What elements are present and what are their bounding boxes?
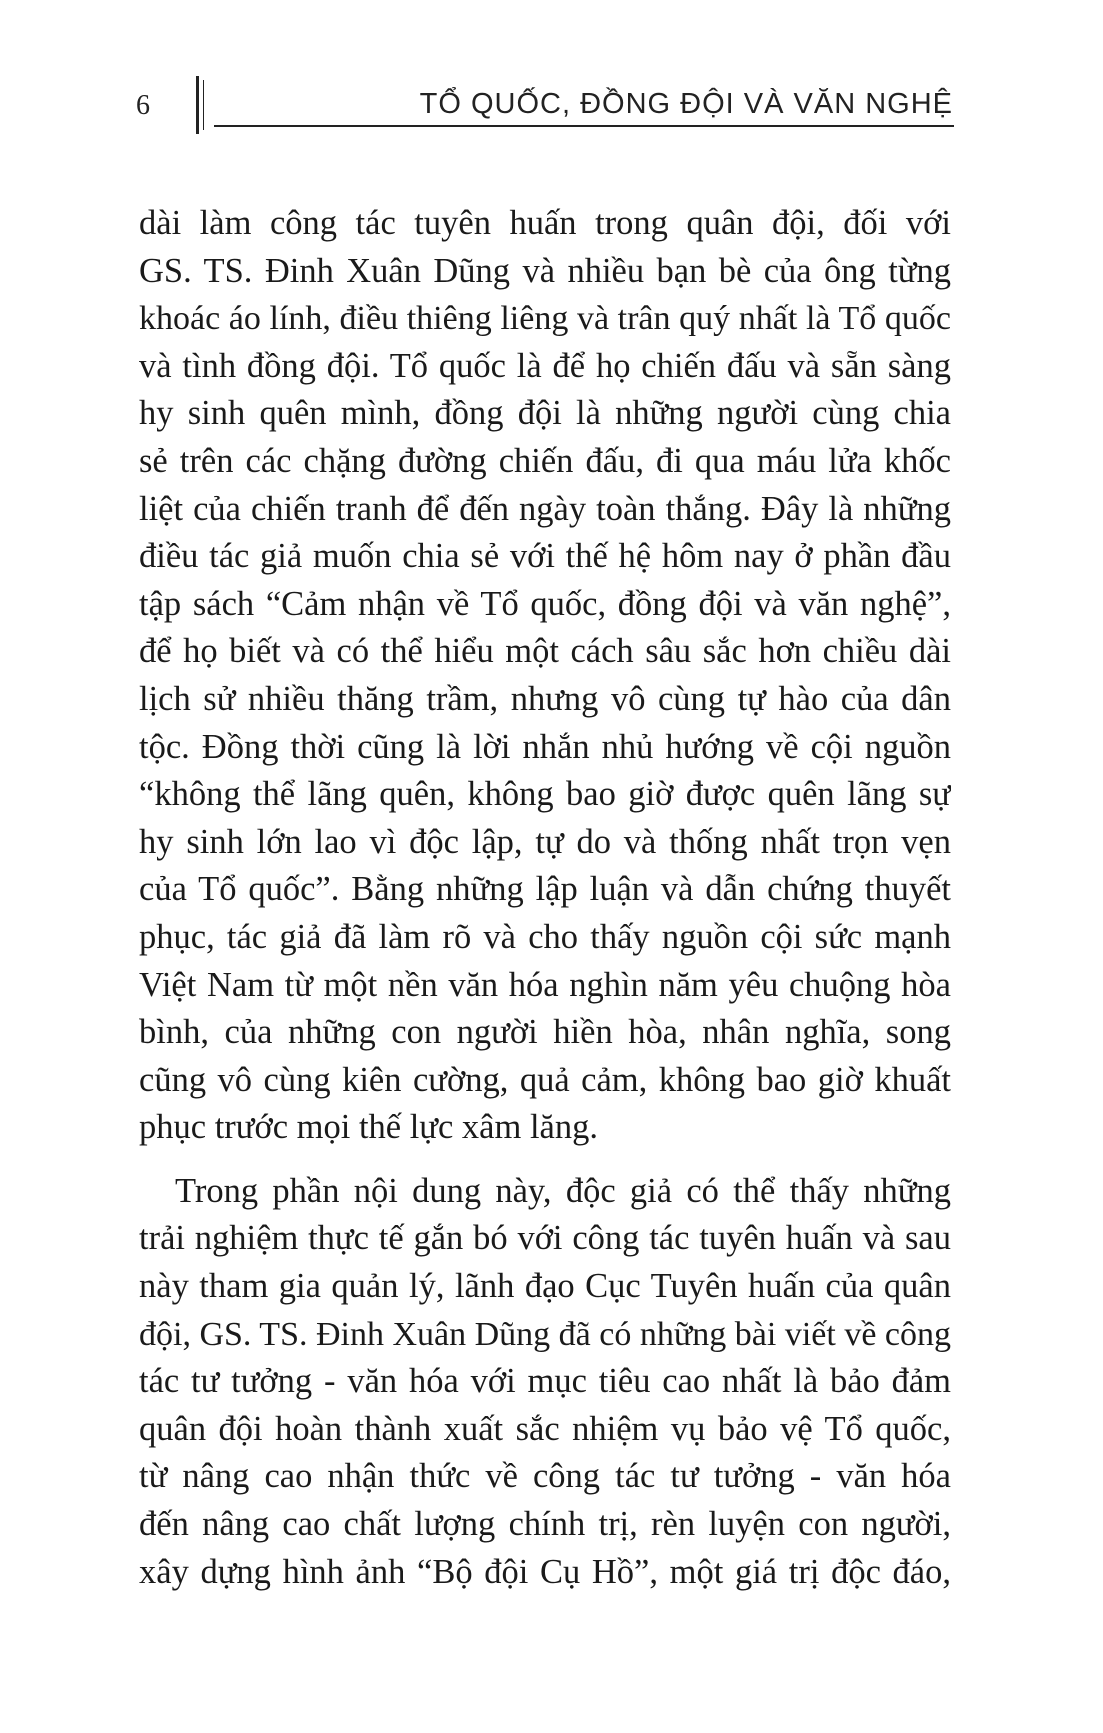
text-line: tập sách “Cảm nhận về Tổ quốc, đồng đội và văn nghệ”, (139, 584, 951, 623)
paragraph-1 (139, 200, 951, 1152)
text-line: sẻ trên các chặng đường chiến đấu, đi qua máu lửa khốc (139, 441, 951, 480)
header-divider-thick (196, 76, 199, 134)
text-line: lịch sử nhiều thăng trầm, nhưng vô cùng tự hào của dân (139, 679, 951, 718)
text-line: hy sinh lớn lao vì độc lập, tự do và thống nhất trọn vẹn (139, 822, 951, 861)
text-line: tộc. Đồng thời cũng là lời nhắn nhủ hướng về cội nguồn (139, 727, 951, 766)
text-line: trải nghiệm thực tế gắn bó với công tác tuyên huấn và sau (139, 1219, 951, 1258)
text-line: đến nâng cao chất lượng chính trị, rèn luyện con người, (139, 1505, 951, 1544)
text-line: và tình đồng đội. Tổ quốc là để họ chiến đấu và sẵn sàng (139, 346, 951, 385)
text-line: để họ biết và có thể hiểu một cách sâu sắc hơn chiều dài (139, 632, 951, 671)
running-title: TỔ QUỐC, ĐỒNG ĐỘI VÀ VĂN NGHỆ (419, 88, 953, 120)
text-line: khoác áo lính, điều thiêng liêng và trân quý nhất là Tổ quốc (139, 300, 951, 338)
text-line: phục, tác giả đã làm rõ và cho thấy nguồn cội sức mạnh (139, 917, 951, 956)
header-divider-thin (203, 80, 204, 130)
text-line: Trong phần nội dung này, độc giả có thể thấy những (175, 1171, 951, 1210)
text-line: cũng vô cùng kiên cường, quả cảm, không bao giờ khuất (139, 1060, 951, 1099)
text-line: tác tư tưởng - văn hóa với mục tiêu cao nhất là bảo đảm (139, 1362, 951, 1401)
text-line: của Tổ quốc”. Bằng những lập luận và dẫn chứng thuyết (139, 870, 951, 909)
text-line: GS. TS. Đinh Xuân Dũng và nhiều bạn bè của ông từng (139, 251, 951, 290)
text-line: từ nâng cao nhận thức về công tác tư tưởng - văn hóa (139, 1457, 951, 1496)
body-text (139, 200, 951, 1596)
text-line: “không thể lãng quên, không bao giờ được quên lãng sự (139, 775, 951, 814)
text-line: điều tác giả muốn chia sẻ với thế hệ hôm nay ở phần đầu (139, 537, 951, 576)
text-line: hy sinh quên mình, đồng đội là những người cùng chia (139, 394, 951, 433)
text-line: dài làm công tác tuyên huấn trong quân đội, đối với (139, 204, 951, 242)
text-line: quân đội hoàn thành xuất sắc nhiệm vụ bảo vệ Tổ quốc, (139, 1409, 951, 1448)
page-number: 6 (136, 90, 150, 121)
text-line: này tham gia quản lý, lãnh đạo Cục Tuyên huấn của quân (139, 1267, 951, 1306)
text-line: xây dựng hình ảnh “Bộ đội Cụ Hồ”, một giá trị độc đáo, (139, 1552, 951, 1591)
text-line: liệt của chiến tranh để đến ngày toàn thắng. Đây là những (139, 489, 951, 528)
text-line: bình, của những con người hiền hòa, nhân nghĩa, song (139, 1013, 951, 1052)
text-line: phục trước mọi thế lực xâm lăng. (139, 1108, 598, 1147)
text-line: đội, GS. TS. Đinh Xuân Dũng đã có những bài viết về công (139, 1315, 951, 1353)
paragraph-2 (139, 1168, 951, 1596)
header-rule (214, 125, 954, 127)
text-line: Việt Nam từ một nền văn hóa nghìn năm yêu chuộng hòa (139, 965, 951, 1004)
